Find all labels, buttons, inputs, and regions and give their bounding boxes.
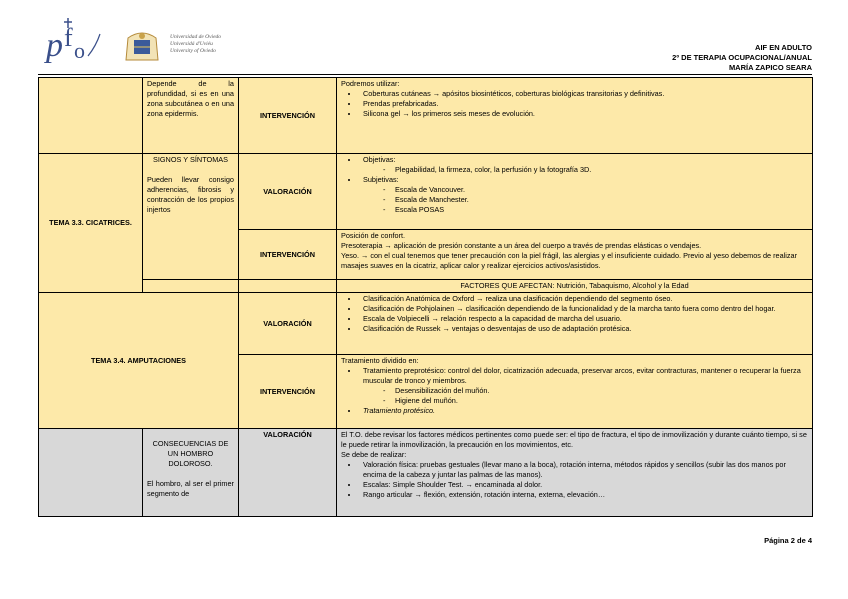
type-cell: INTERVENCIÓN: [239, 355, 337, 429]
content-cell: Posición de confort. Presoterapia → aplicación de presión constante a un área del cuerpo a través de prendas elásticas o vendajes. Yeso. → con el cual tenemos que tener precaución con la piel frágil, las alergias y el insuficiente cuidado. Previo al yeso debemos de realizar masajes suaves en la cicatriz, aplicar calor y realizar ejercicios activos/asistidos.: [337, 230, 813, 280]
factors-cell: FACTORES QUE AFECTAN: Nutrición, Tabaquismo, Alcohol y la Edad: [337, 280, 813, 293]
content-cell: El T.O. debe revisar los factores médicos pertinentes como puede ser: el tipo de fractura, el tipo de inmovilización y durante cuánto tiempo, si se le puede retirar la inmovilización, la precaución en los movimientos, etc. Se debe de realizar: • Valoración física: pruebas gestuales (llevar mano a la boca), rotación interna, métodos rápidos y sencillos (subir las dos manos por encima de la cabeza y juntar las palmas de las manos). • Escalas: Simple Shoulder Test. → encaminada al dolor. • Rango articular → flexión, extensión, rotación interna, externa, elevación…: [337, 429, 813, 517]
content-cell: [337, 154, 813, 230]
university-crest-icon: [122, 28, 162, 62]
table-row: [39, 154, 813, 230]
topic-cell: TEMA 3.3. CICATRICES.: [39, 154, 143, 293]
table-row: [39, 429, 813, 517]
subtopic-cell: [143, 280, 239, 293]
course-subtitle: 2º DE TERAPIA OCUPACIONAL/ANUAL: [672, 53, 812, 62]
content-table: [38, 77, 813, 517]
type-cell: INTERVENCIÓN: [239, 78, 337, 154]
course-title: AIF EN ADULTO: [755, 43, 812, 52]
list-item: • Subjetivas: - Escala de Vancouver. - Escala de Manchester. - Escala POSAS: [359, 175, 808, 215]
list-item: • Prendas prefabricadas.: [359, 99, 808, 109]
content-cell: Tratamiento dividido en: • Tratamiento preprotésico: control del dolor, cicatrización adecuada, preservar arcos, evitar contracturas, mantener o recuperar la fuerza muscular de tronco y miembros. - Desensibilización del muñón. - Higiene del muñón. • Tratamiento protésico.: [337, 355, 813, 429]
list-item: - Escala de Manchester.: [379, 195, 808, 205]
list-item: • Clasificación de Pohjolainen → clasificación dependiendo de la funcionalidad y de la marcha tanto fuera como dentro del hogar.: [359, 304, 808, 314]
list-item: • Tratamiento protésico.: [359, 406, 808, 416]
topic-cell: TEMA 3.4. AMPUTACIONES: [39, 293, 239, 429]
svg-text:p: p: [46, 27, 63, 64]
svg-text:o: o: [74, 38, 85, 63]
list-item: • Clasificación de Russek → ventajas o desventajas de uso de adaptación protésica.: [359, 324, 808, 334]
list-item: • Escalas: Simple Shoulder Test. → encaminada al dolor.: [359, 480, 808, 490]
subtopic-cell: CONSECUENCIAS DE UN HOMBRO DOLOROSO. El hombro, al ser el primer segmento de: [143, 429, 239, 517]
table-row: [39, 78, 813, 154]
list-item: - Escala POSAS: [379, 205, 808, 215]
svg-text:f: f: [64, 23, 73, 52]
type-cell: VALORACIÓN: [239, 429, 337, 517]
page-number: Página 2 de 4: [764, 536, 812, 545]
content-cell: Podremos utilizar: • Coberturas cutáneas → apósitos biosintéticos, coberturas biológicas transitorias y definitivas. • Prendas prefabricadas. • Silicona gel → los primeros seis meses de evolución.: [337, 78, 813, 154]
list-item: - Higiene del muñón.: [379, 396, 808, 406]
type-cell: INTERVENCIÓN: [239, 230, 337, 280]
document-header: [672, 43, 812, 73]
list-item: • Rango articular → flexión, extensión, rotación interna, externa, elevación…: [359, 490, 808, 500]
list-item: • Objetivas: - Plegabilidad, la firmeza, color, la perfusión y la fotografía 3D.: [359, 155, 808, 175]
subtopic-cell: SIGNOS Y SÍNTOMAS Pueden llevar consigo adherencias, fibrosis y contracción de los propios injertos: [143, 154, 239, 280]
table-row: [39, 293, 813, 355]
subtopic-cell: Depende de la profundidad, si es en una zona subcutánea o en una zona epidermis.: [143, 78, 239, 154]
list-item: - Plegabilidad, la firmeza, color, la perfusión y la fotografía 3D.: [379, 165, 808, 175]
topic-cell: [39, 429, 143, 517]
author-name: MARÍA ZAPICO SEARA: [728, 63, 812, 72]
pfo-logo: [44, 16, 102, 64]
table-row: [39, 280, 813, 293]
university-name: Universidad de Oviedo Universidá d'Uviéu University of Oviedo: [170, 34, 222, 54]
list-item: • Clasificación Anatómica de Oxford → realiza una clasificación dependiendo del segmento óseo.: [359, 294, 808, 304]
content-cell: [337, 293, 813, 355]
list-item: • Tratamiento preprotésico: control del dolor, cicatrización adecuada, preservar arcos, evitar contracturas, mantener o recuperar la fuerza muscular de tronco y miembros. - Desensibilización del muñón. - Higiene del muñón.: [359, 366, 808, 406]
topic-cell: [39, 78, 143, 154]
list-item: - Desensibilización del muñón.: [379, 386, 808, 396]
list-item: • Valoración física: pruebas gestuales (llevar mano a la boca), rotación interna, métodos rápidos y sencillos (subir las dos manos por encima de la cabeza y juntar las palmas de las manos).: [359, 460, 808, 480]
type-cell: VALORACIÓN: [239, 293, 337, 355]
list-item: • Escala de Volpiecelli → relación respecto a la capacidad de marcha del usuario.: [359, 314, 808, 324]
list-item: - Escala de Vancouver.: [379, 185, 808, 195]
type-cell: [239, 280, 337, 293]
list-item: • Coberturas cutáneas → apósitos biosintéticos, coberturas biológicas transitorias y definitivas.: [359, 89, 808, 99]
list-item: • Silicona gel → los primeros seis meses de evolución.: [359, 109, 808, 119]
header-divider: [38, 74, 812, 75]
type-cell: VALORACIÓN: [239, 154, 337, 230]
